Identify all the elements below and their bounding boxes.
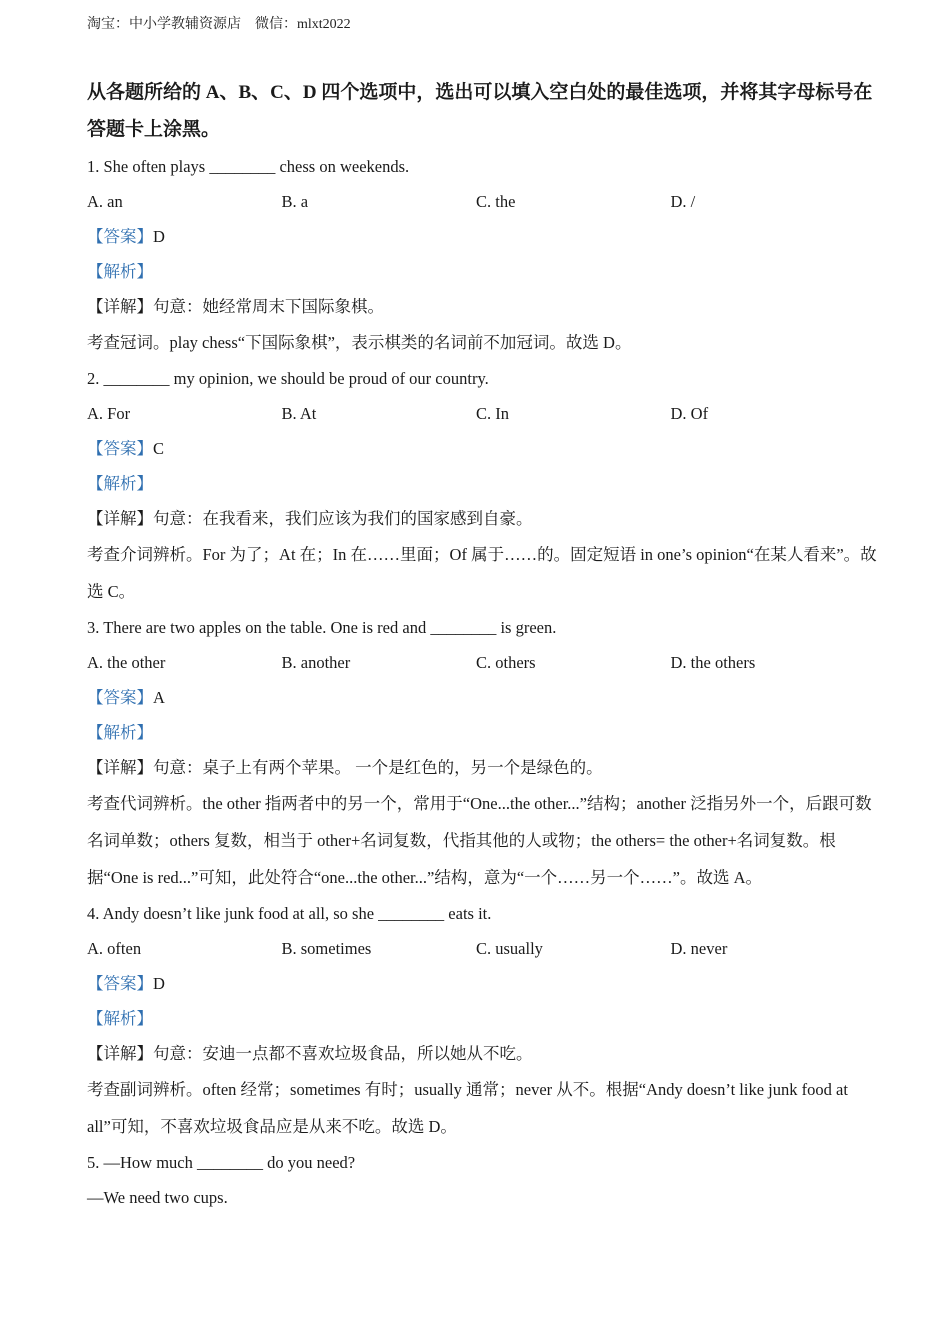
option-list — [87, 396, 877, 431]
explanation-text: 考查副词辨析。often 经常；sometimes 有时；usually 通常；never 从不。根据“Andy doesn’t like junk food at all”可知，不喜欢垃圾食品应是从来不吃。故选 D。 — [87, 1080, 848, 1136]
analysis-label: 【解析】 — [87, 723, 153, 742]
detail-line: 【详解】句意：在我看来，我们应该为我们的国家感到自豪。 — [87, 509, 533, 528]
analysis-label: 【解析】 — [87, 1009, 153, 1028]
analysis-line — [87, 715, 877, 750]
option-a: A. For — [87, 404, 131, 423]
answer-value: D — [153, 974, 165, 993]
answer-value: D — [153, 227, 165, 246]
option-d: D. / — [670, 192, 696, 211]
question-2 — [87, 361, 877, 610]
answer-line — [87, 219, 877, 254]
question-4 — [87, 896, 877, 1145]
question-stem: 1. She often plays ________ chess on weekends. — [87, 157, 410, 176]
option-c: C. In — [476, 404, 509, 423]
question-section — [87, 74, 877, 1215]
option-list — [87, 931, 877, 966]
option-d: D. the others — [670, 653, 756, 672]
detail-line: 【详解】句意：安迪一点都不喜欢垃圾食品，所以她从不吃。 — [87, 1044, 533, 1063]
answer-label: 【答案】 — [87, 688, 153, 707]
detail-line: 【详解】句意：她经常周末下国际象棋。 — [87, 297, 384, 316]
explanation-text: 考查代词辨析。the other 指两者中的另一个，常用于“One...the other...”结构；another 泛指另外一个，后跟可数名词单数；others 复数，相当于 other+名词复数，代指其他的人或物；the others= the other+名词复数。根据“One is red...”可知，此处符合“one...the other...”结构，意为“一个……另一个……”。故选 A。 — [87, 794, 872, 887]
option-c: C. usually — [476, 939, 543, 958]
question-stem: 5. —How much ________ do you need? — [87, 1153, 356, 1172]
header-watermark: 淘宝：中小学教辅资源店 微信：mlxt2022 — [87, 17, 351, 32]
option-list — [87, 184, 877, 219]
option-c: C. the — [476, 192, 516, 211]
question-stem: 2. ________ my opinion, we should be proud of our country. — [87, 369, 489, 388]
section-instructions: 从各题所给的 A、B、C、D 四个选项中，选出可以填入空白处的最佳选项，并将其字母标号在答题卡上涂黑。 — [87, 82, 873, 140]
answer-value: C — [153, 439, 165, 458]
question-5 — [87, 1145, 877, 1215]
answer-line — [87, 431, 877, 466]
question-1 — [87, 149, 877, 361]
analysis-label: 【解析】 — [87, 262, 153, 281]
analysis-line — [87, 466, 877, 501]
option-b: B. At — [281, 404, 317, 423]
analysis-line — [87, 1001, 877, 1036]
answer-line — [87, 966, 877, 1001]
explanation-text: 考查冠词。play chess“下国际象棋”，表示棋类的名词前不加冠词。故选 D。 — [87, 333, 632, 352]
answer-label: 【答案】 — [87, 227, 153, 246]
option-b: B. a — [281, 192, 309, 211]
option-c: C. others — [476, 653, 536, 672]
option-a: A. the other — [87, 653, 166, 672]
detail-line: 【详解】句意：桌子上有两个苹果。 一个是红色的，另一个是绿色的。 — [87, 758, 603, 777]
answer-line — [87, 680, 877, 715]
question-stem: 4. Andy doesn’t like junk food at all, so she ________ eats it. — [87, 904, 492, 923]
question-3 — [87, 610, 877, 896]
option-a: A. often — [87, 939, 142, 958]
answer-label: 【答案】 — [87, 974, 153, 993]
dialogue-reply: —We need two cups. — [87, 1188, 228, 1207]
option-b: B. another — [281, 653, 351, 672]
option-a: A. an — [87, 192, 123, 211]
option-d: D. never — [670, 939, 728, 958]
option-b: B. sometimes — [281, 939, 372, 958]
analysis-label: 【解析】 — [87, 474, 153, 493]
explanation-text: 考查介词辨析。For 为了；At 在；In 在……里面；Of 属于……的。固定短语 in one’s opinion“在某人看来”。故选 C。 — [87, 545, 877, 601]
answer-value: A — [153, 688, 165, 707]
answer-label: 【答案】 — [87, 439, 153, 458]
option-list — [87, 645, 877, 680]
analysis-line — [87, 254, 877, 289]
option-d: D. Of — [670, 404, 709, 423]
question-stem: 3. There are two apples on the table. One is red and ________ is green. — [87, 618, 557, 637]
